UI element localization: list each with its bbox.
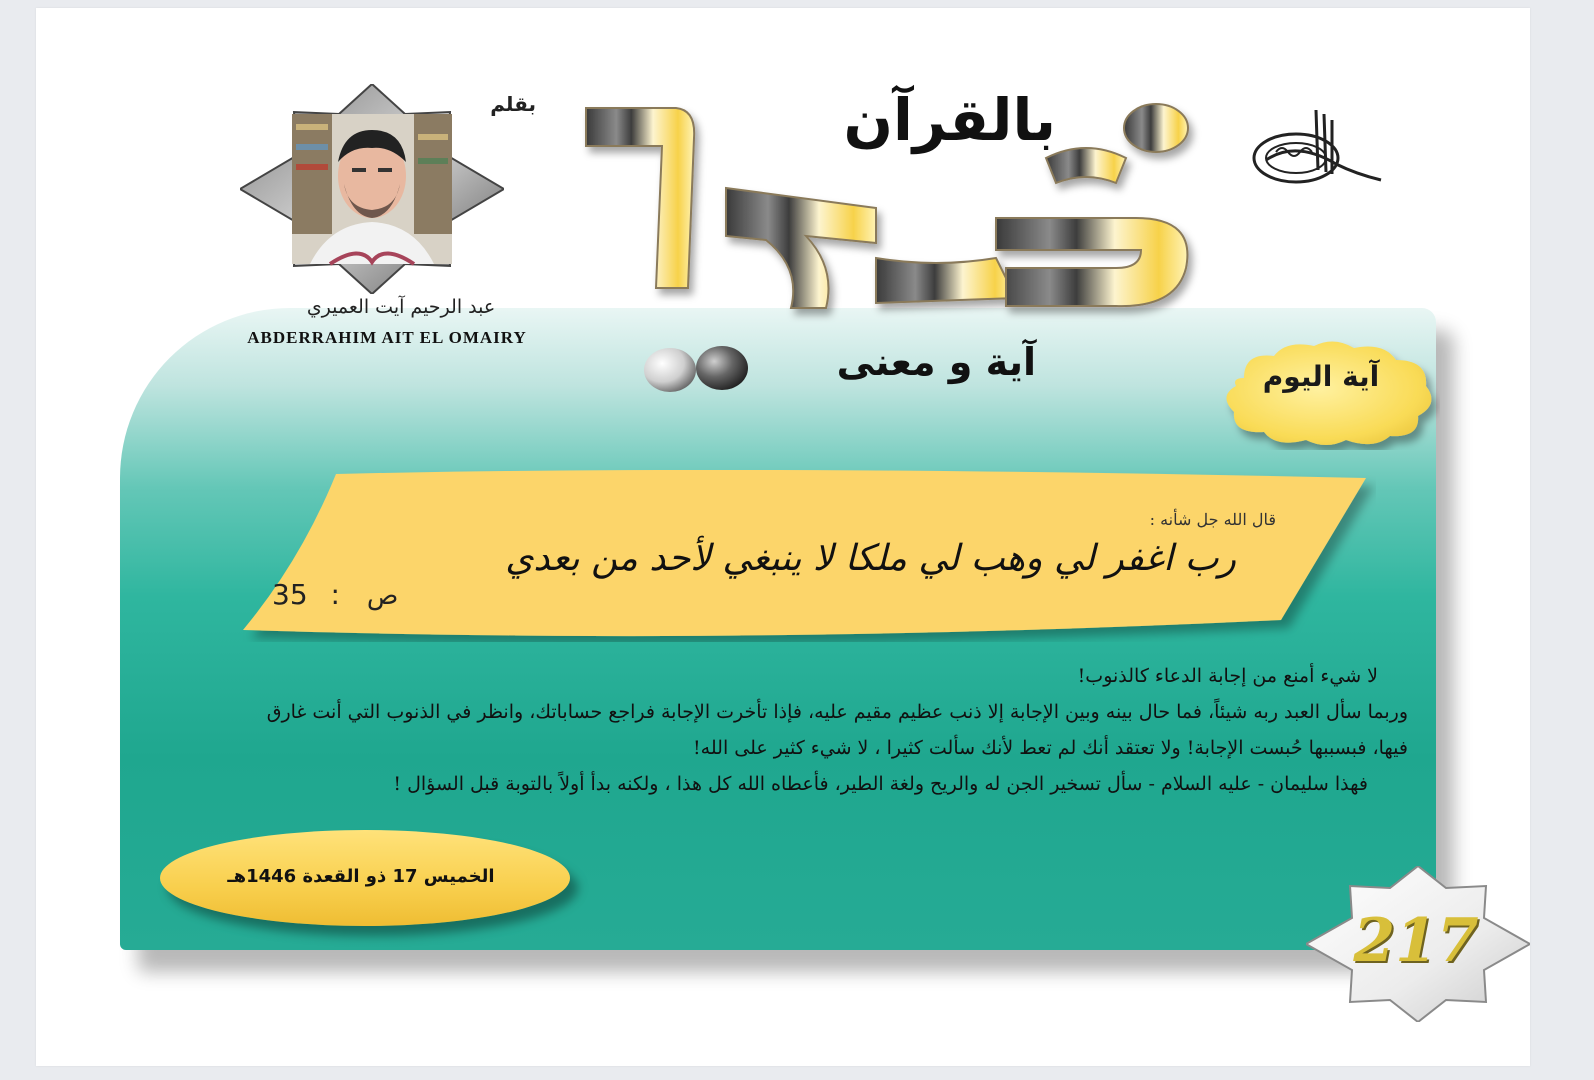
author-photo-frame (240, 84, 504, 294)
calligraphy-seal-icon (1246, 100, 1386, 200)
reference-separator: : (330, 578, 340, 611)
issue-number: 217 (1353, 906, 1479, 976)
author-name-arabic: عبد الرحيم آيت العميري (306, 296, 496, 318)
date-text: الخميس 17 ذو القعدة 1446هـ (227, 866, 495, 887)
verse-of-day-badge (1214, 338, 1440, 450)
author-name-english: ABDERRAHIM AIT EL OMAIRY (247, 328, 527, 347)
verse-text: رب اغفر لي وهب لي ملكا لا ينبغي لأحد من بعدي (505, 538, 1236, 579)
byline-label: بقلم (490, 92, 536, 116)
avatar (292, 114, 452, 264)
commentary-paragraph: فهذا سليمان - عليه السلام - سأل تسخير الجن له والريح ولغة الطير، فأعطاه الله كل هذا ، ولكنه بدأ أولاً بالتوبة قبل السؤال ! (393, 773, 1368, 795)
commentary-paragraph: وربما سأل العبد ربه شيئاً، فما حال بينه وبين الإجابة إلا ذنب عظيم مقيم عليه، فإذا تأخرت الإجابة فراجع حساباتك، وانظر في الذنوب التي أنت غارق (266, 701, 1408, 723)
surah-name: ص (366, 581, 399, 611)
decorative-orbs (632, 338, 762, 398)
verse-of-day-label: آية اليوم (1262, 360, 1380, 393)
ayah-number: 35 (272, 578, 308, 611)
title-small: بالقرآن (843, 86, 1056, 154)
verse-intro: قال الله جل شأنه : (1149, 510, 1276, 529)
commentary-text (186, 658, 1408, 802)
verse-reference (272, 578, 462, 611)
page-card (36, 8, 1530, 1066)
subtitle: آية و معنى (836, 340, 1036, 384)
commentary-paragraph: فيها، فبسببها حُبست الإجابة! ولا تعتقد أنك لم تعط لأنك سألت كثيرا ، لا شيء كثير على الله! (693, 737, 1408, 759)
commentary-paragraph: لا شيء أمنع من إجابة الدعاء كالذنوب! (1077, 665, 1378, 687)
